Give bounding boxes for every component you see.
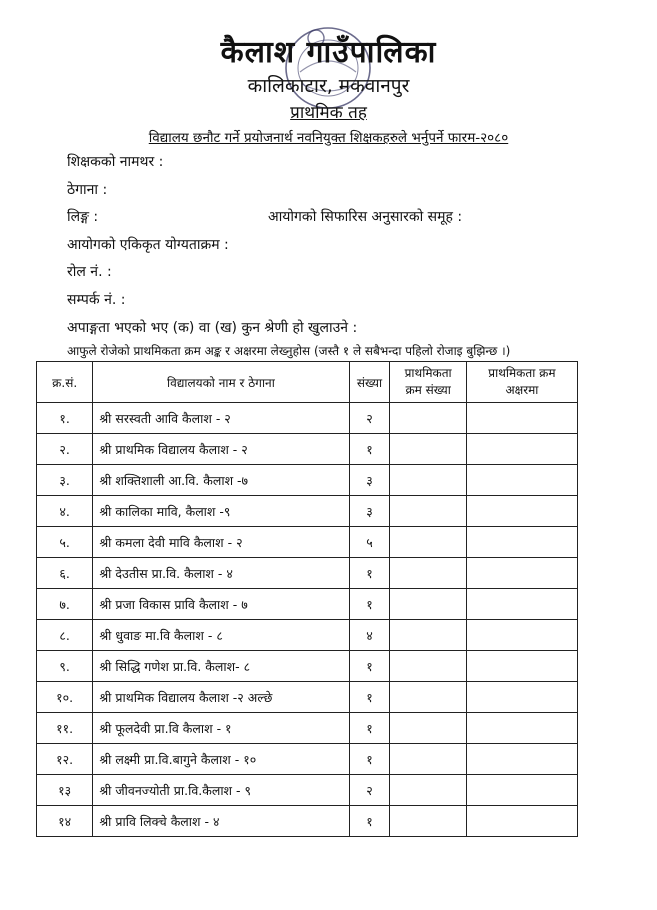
header-priority-number xyxy=(390,362,466,403)
cell-school: श्री धुवाङ मा.वि कैलाश - ८ xyxy=(93,620,349,651)
field-address: ठेगाना : xyxy=(67,182,108,198)
cell-serial: ४. xyxy=(37,496,93,527)
cell-school: श्री प्रजा विकास प्रावि कैलाश - ७ xyxy=(93,589,349,620)
cell-priority-number[interactable] xyxy=(390,527,466,558)
header-school: विद्यालयको नाम र ठेगाना xyxy=(93,362,349,403)
cell-priority-words[interactable] xyxy=(466,682,577,713)
table-row xyxy=(37,589,578,620)
cell-serial: १२. xyxy=(37,744,93,775)
cell-school: श्री लक्ष्मी प्रा.वि.बागुने कैलाश - १० xyxy=(93,744,349,775)
cell-priority-words[interactable] xyxy=(466,589,577,620)
table-row xyxy=(37,620,578,651)
cell-count: १ xyxy=(349,682,390,713)
cell-priority-number[interactable] xyxy=(390,589,466,620)
cell-school: श्री फूलदेवी प्रा.वि कैलाश - १ xyxy=(93,713,349,744)
table-row xyxy=(37,775,578,806)
cell-count: १ xyxy=(349,806,390,837)
page-subtitle: कालिकाटार, मकवानपुर xyxy=(247,75,410,97)
cell-priority-words[interactable] xyxy=(466,527,577,558)
cell-priority-words[interactable] xyxy=(466,434,577,465)
table-row xyxy=(37,496,578,527)
table-row xyxy=(37,651,578,682)
field-gender: लिङ्ग : xyxy=(67,209,99,225)
cell-count: ३ xyxy=(349,496,390,527)
cell-priority-number[interactable] xyxy=(390,434,466,465)
header-priority-words-line2: अक्षरमा xyxy=(505,383,539,397)
cell-priority-number[interactable] xyxy=(390,775,466,806)
cell-count: १ xyxy=(349,589,390,620)
table-row xyxy=(37,713,578,744)
cell-priority-words[interactable] xyxy=(466,620,577,651)
cell-serial: २. xyxy=(37,434,93,465)
cell-serial: ११. xyxy=(37,713,93,744)
cell-count: ५ xyxy=(349,527,390,558)
form-title: विद्यालय छनौट गर्ने प्रयोजनार्थ नवनियुक्त शिक्षकहरुले भर्नुपर्ने फारम-२०८० xyxy=(148,130,509,146)
table-row xyxy=(37,806,578,837)
field-teacher-name: शिक्षकको नामथर : xyxy=(67,154,164,170)
field-roll-number: रोल नं. : xyxy=(67,264,112,280)
cell-priority-number[interactable] xyxy=(390,806,466,837)
school-priority-table xyxy=(36,361,578,837)
cell-priority-number[interactable] xyxy=(390,496,466,527)
header-priority-words-line1: प्राथमिकता क्रम xyxy=(488,366,556,380)
cell-count: ४ xyxy=(349,620,390,651)
cell-count: २ xyxy=(349,775,390,806)
cell-serial: ६. xyxy=(37,558,93,589)
cell-priority-number[interactable] xyxy=(390,651,466,682)
cell-priority-words[interactable] xyxy=(466,496,577,527)
cell-priority-number[interactable] xyxy=(390,558,466,589)
cell-count: १ xyxy=(349,651,390,682)
cell-serial: ३. xyxy=(37,465,93,496)
cell-serial: ८. xyxy=(37,620,93,651)
table-row xyxy=(37,744,578,775)
cell-priority-number[interactable] xyxy=(390,682,466,713)
cell-priority-number[interactable] xyxy=(390,620,466,651)
level-heading: प्राथमिक तह xyxy=(290,103,367,123)
cell-school: श्री कालिका मावि, कैलाश -९ xyxy=(93,496,349,527)
cell-serial: १४ xyxy=(37,806,93,837)
cell-serial: ५. xyxy=(37,527,93,558)
header-count: संख्या xyxy=(349,362,390,403)
cell-priority-words[interactable] xyxy=(466,558,577,589)
field-recommended-group: आयोगको सिफारिस अनुसारको समूह : xyxy=(268,209,463,225)
cell-priority-words[interactable] xyxy=(466,465,577,496)
cell-school: श्री सरस्वती आवि कैलाश - २ xyxy=(93,403,349,434)
table-row xyxy=(37,403,578,434)
cell-priority-words[interactable] xyxy=(466,744,577,775)
field-merit-rank: आयोगको एकिकृत योग्यताक्रम : xyxy=(67,237,229,253)
cell-priority-words[interactable] xyxy=(466,651,577,682)
cell-count: १ xyxy=(349,713,390,744)
cell-school: श्री शक्तिशाली आ.वि. कैलाश -७ xyxy=(93,465,349,496)
cell-count: १ xyxy=(349,558,390,589)
cell-count: १ xyxy=(349,744,390,775)
cell-priority-words[interactable] xyxy=(466,775,577,806)
cell-serial: ९. xyxy=(37,651,93,682)
field-disability-category: अपाङ्गता भएको भए (क) वा (ख) कुन श्रेणी हो खुलाउने : xyxy=(67,320,358,336)
cell-school: श्री देउतीस प्रा.वि. कैलाश - ४ xyxy=(93,558,349,589)
cell-school: श्री सिद्धि गणेश प्रा.वि. कैलाश- ८ xyxy=(93,651,349,682)
cell-priority-words[interactable] xyxy=(466,713,577,744)
cell-school: श्री प्रावि लिक्चे कैलाश - ४ xyxy=(93,806,349,837)
cell-school: श्री कमला देवी मावि कैलाश - २ xyxy=(93,527,349,558)
page-title: कैलाश गाउँपालिका xyxy=(220,35,437,70)
header-serial: क्र.सं. xyxy=(37,362,93,403)
table-row xyxy=(37,558,578,589)
cell-priority-words[interactable] xyxy=(466,403,577,434)
cell-count: १ xyxy=(349,434,390,465)
table-row xyxy=(37,434,578,465)
field-contact-number: सम्पर्क नं. : xyxy=(67,292,126,308)
table-row xyxy=(37,682,578,713)
header-priority-number-line1: प्राथमिकता xyxy=(404,366,452,380)
cell-count: २ xyxy=(349,403,390,434)
cell-serial: १. xyxy=(37,403,93,434)
cell-school: श्री प्राथमिक विद्यालय कैलाश -२ अल्छे xyxy=(93,682,349,713)
cell-priority-number[interactable] xyxy=(390,465,466,496)
table-row xyxy=(37,465,578,496)
cell-serial: १३ xyxy=(37,775,93,806)
cell-serial: ७. xyxy=(37,589,93,620)
header-priority-words xyxy=(466,362,577,403)
cell-serial: १०. xyxy=(37,682,93,713)
cell-priority-number[interactable] xyxy=(390,403,466,434)
cell-school: श्री जीवनज्योती प्रा.वि.कैलाश - ९ xyxy=(93,775,349,806)
cell-count: ३ xyxy=(349,465,390,496)
header-priority-number-line2: क्रम संख्या xyxy=(405,383,451,397)
cell-priority-number[interactable] xyxy=(390,713,466,744)
instruction-note: आफुले रोजेको प्राथमिकता क्रम अङ्क र अक्षरमा लेख्नुहोस (जस्तै १ ले सबैभन्दा पहिलो रोजाइ बुझिन्छ ।) xyxy=(67,344,511,358)
cell-priority-number[interactable] xyxy=(390,744,466,775)
cell-school: श्री प्राथमिक विद्यालय कैलाश - २ xyxy=(93,434,349,465)
table-row xyxy=(37,527,578,558)
table-header-row xyxy=(37,362,578,403)
cell-priority-words[interactable] xyxy=(466,806,577,837)
